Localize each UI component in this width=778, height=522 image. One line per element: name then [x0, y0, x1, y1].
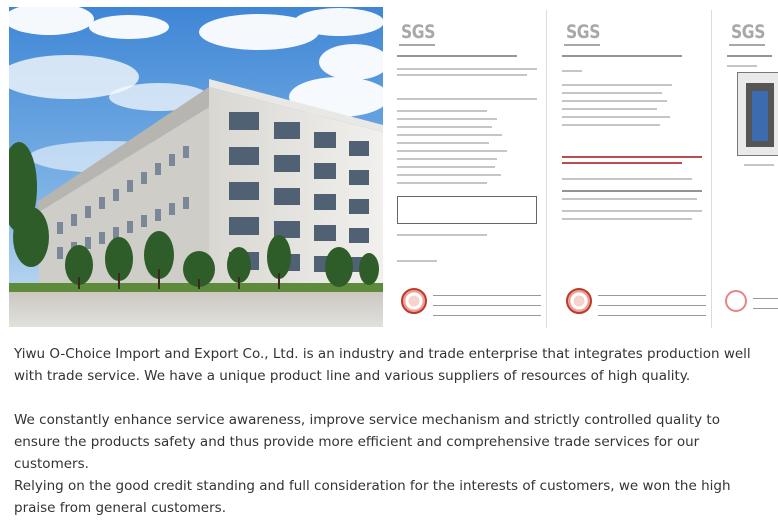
about-paragraph-credit: Relying on the good credit standing and full consideration for the interests of customers, we won the high praise from general customers.: [14, 478, 731, 516]
factory-building-illustration: [9, 7, 383, 327]
doc-line: [397, 166, 495, 168]
doc-line: [397, 142, 489, 144]
doc-line: [397, 134, 502, 136]
footer-rule: [753, 308, 778, 309]
footer-rule: [598, 315, 706, 316]
doc-line: [562, 70, 582, 72]
doc-line: [397, 150, 507, 152]
doc-line: [397, 234, 487, 236]
certificate-seal-icon: [566, 288, 592, 314]
doc-line: [397, 68, 537, 70]
about-paragraph-intro: Yiwu O-Choice Import and Export Co., Ltd. is an industry and trade enterprise that integrates production well with trade service. We have a unique product line and various suppliers of resources of high quality.: [14, 346, 751, 384]
doc-line: [562, 116, 670, 118]
company-banner: [9, 7, 778, 329]
doc-line: [562, 100, 667, 102]
doc-line: [562, 124, 660, 126]
footer-rule: [598, 305, 706, 306]
doc-line: [562, 84, 672, 86]
sgs-logo: SGS: [731, 21, 766, 43]
footer-rule: [433, 305, 541, 306]
highlight-line: [562, 156, 702, 158]
doc-line: [397, 260, 437, 262]
doc-line: [562, 210, 702, 212]
doc-line: [562, 92, 662, 94]
doc-line: [562, 198, 697, 200]
footer-rule: [433, 315, 541, 316]
doc-line: [562, 108, 657, 110]
doc-line: [397, 110, 487, 112]
certificate-seal-icon: [401, 288, 427, 314]
doc-line: [397, 118, 497, 120]
doc-line: [397, 158, 497, 160]
doc-line: [744, 164, 774, 166]
doc-line: [727, 65, 757, 67]
factory-building-photo: [9, 7, 383, 327]
certificate-seal-icon: [725, 290, 747, 312]
doc-line: [397, 74, 527, 76]
sgs-certificate-page-3: [719, 10, 778, 328]
doc-line: [562, 178, 692, 180]
test-result-table: [397, 196, 537, 224]
footer-rule: [433, 295, 541, 296]
doc-line: [397, 126, 492, 128]
doc-line: [397, 55, 517, 57]
doc-line: [397, 98, 537, 100]
logo-underline: [399, 44, 435, 46]
logo-underline: [564, 44, 600, 46]
footer-rule: [598, 295, 706, 296]
sgs-certificate-page-2: [554, 10, 712, 328]
logo-underline: [729, 44, 765, 46]
doc-line: [727, 55, 772, 57]
sgs-logo: SGS: [566, 21, 601, 43]
doc-line: [562, 190, 702, 192]
sgs-certificate-page-1: [389, 10, 547, 328]
doc-line: [397, 182, 487, 184]
doc-line: [562, 218, 692, 220]
doc-line: [562, 55, 682, 57]
doc-line: [397, 174, 501, 176]
about-paragraph-quality: We constantly enhance service awareness, improve service mechanism and strictly controlled quality to ensure the products safety and thus provide more efficient and comprehensive trade services for our customers.: [14, 412, 720, 472]
footer-rule: [753, 298, 778, 299]
sgs-logo: SGS: [401, 21, 436, 43]
product-photo-frame: [737, 72, 778, 156]
highlight-line: [562, 162, 682, 164]
